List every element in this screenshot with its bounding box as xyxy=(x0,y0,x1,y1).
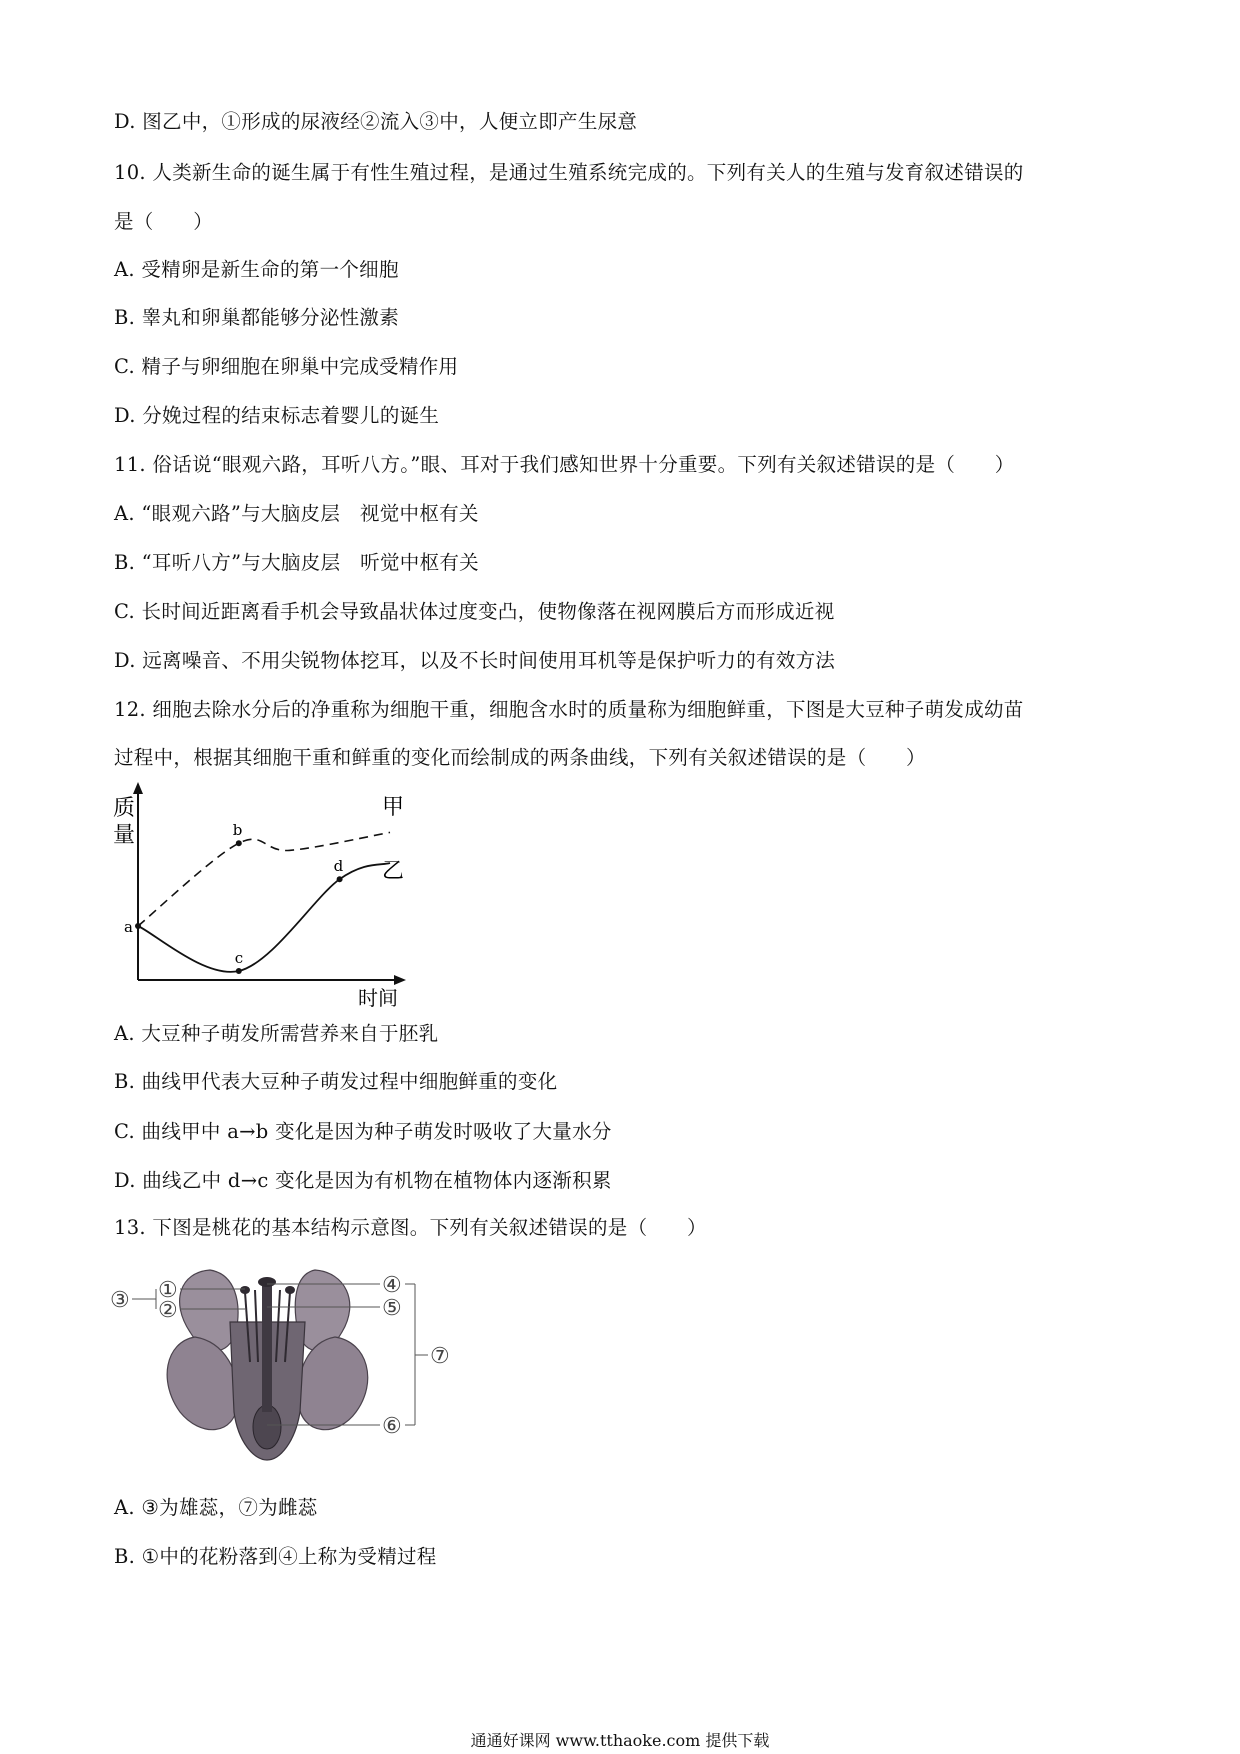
label-7: ⑦ xyxy=(430,1344,450,1369)
label-1: ① xyxy=(158,1278,178,1303)
q10-option-d: D. 分娩过程的结束标志着婴儿的诞生 xyxy=(114,404,440,427)
right-lower-petal xyxy=(298,1337,368,1430)
point-label-a: a xyxy=(124,918,133,936)
point-label-d: d xyxy=(333,857,344,876)
point-d xyxy=(337,876,343,882)
style xyxy=(262,1282,272,1412)
label-2: ② xyxy=(158,1298,178,1323)
q12-option-b: B. 曲线甲代表大豆种子萌发过程中细胞鲜重的变化 xyxy=(114,1070,558,1093)
curve-jia xyxy=(138,832,390,926)
point-label-c: c xyxy=(234,949,244,967)
q12-option-d: D. 曲线乙中 d→c 变化是因为有机物在植物体内逐渐积累 xyxy=(114,1169,612,1192)
q11-option-a: A. “眼观六路”与大脑皮层 视觉中枢有关 xyxy=(114,502,479,525)
q11-option-d: D. 远离噪音、不用尖锐物体挖耳，以及不长时间使用耳机等是保护听力的有效方法 xyxy=(114,649,836,672)
q10-stem: 10. 人类新生命的诞生属于有性生殖过程，是通过生殖系统完成的。下列有关人的生殖与发育叙述错误的 xyxy=(114,161,1024,184)
q11-option-c: C. 长时间近距离看手机会导致晶状体过度变凸，使物像落在视网膜后方而形成近视 xyxy=(114,600,835,623)
page-footer: 通通好课网 www.tthaoke.com 提供下载 xyxy=(470,1731,770,1750)
x-axis-arrow xyxy=(394,975,406,985)
q10-option-a: A. 受精卵是新生命的第一个细胞 xyxy=(114,258,399,281)
q13-option-b: B. ①中的花粉落到④上称为受精过程 xyxy=(114,1545,437,1568)
label-4: ④ xyxy=(382,1273,402,1298)
series-label-yi: 乙 xyxy=(382,859,405,884)
q12-option-a: A. 大豆种子萌发所需营养来自于胚乳 xyxy=(114,1022,439,1045)
stigma xyxy=(258,1277,276,1287)
peach-flower-diagram xyxy=(110,1262,500,1467)
series-label-jia: 甲 xyxy=(382,795,405,820)
q12-stem-cont: 过程中，根据其细胞干重和鲜重的变化而绘制成的两条曲线，下列有关叙述错误的是（ ） xyxy=(114,746,926,769)
q10-stem-cont: 是（ ） xyxy=(114,210,214,233)
q11-stem: 11. 俗话说“眼观六路，耳听八方。”眼、耳对于我们感知世界十分重要。下列有关叙述错误的是（ ） xyxy=(114,453,1015,476)
anther-left xyxy=(240,1286,250,1294)
q12-stem: 12. 细胞去除水分后的净重称为细胞干重，细胞含水时的质量称为细胞鲜重，下图是大豆种子萌发成幼苗 xyxy=(114,698,1024,721)
point-c xyxy=(236,968,242,974)
q13-stem: 13. 下图是桃花的基本结构示意图。下列有关叙述错误的是（ ） xyxy=(114,1216,707,1239)
q12-option-c: C. 曲线甲中 a→b 变化是因为种子萌发时吸收了大量水分 xyxy=(114,1120,612,1143)
point-b xyxy=(236,840,242,846)
q9-option-d: D. 图乙中，①形成的尿液经②流入③中，人便立即产生尿意 xyxy=(114,110,638,133)
q10-option-b: B. 睾丸和卵巢都能够分泌性激素 xyxy=(114,306,400,329)
curve-yi xyxy=(138,863,390,972)
q11-option-b: B. “耳听八方”与大脑皮层 听觉中枢有关 xyxy=(114,551,479,574)
point-a xyxy=(135,923,141,929)
y-axis-label-top: 质 xyxy=(113,796,136,821)
mass-time-chart xyxy=(100,780,440,1010)
y-axis-arrow xyxy=(133,782,143,794)
label-5: ⑤ xyxy=(382,1296,402,1321)
x-axis-label: 时间 xyxy=(358,986,398,1010)
point-label-b: b xyxy=(232,821,243,840)
label-6: ⑥ xyxy=(382,1414,402,1439)
label-3: ③ xyxy=(110,1288,130,1313)
q13-option-a: A. ③为雄蕊，⑦为雌蕊 xyxy=(114,1496,318,1519)
q10-option-c: C. 精子与卵细胞在卵巢中完成受精作用 xyxy=(114,355,459,378)
y-axis-label-bottom: 量 xyxy=(113,823,136,848)
left-lower-petal xyxy=(167,1337,238,1430)
anther-right xyxy=(285,1286,295,1294)
